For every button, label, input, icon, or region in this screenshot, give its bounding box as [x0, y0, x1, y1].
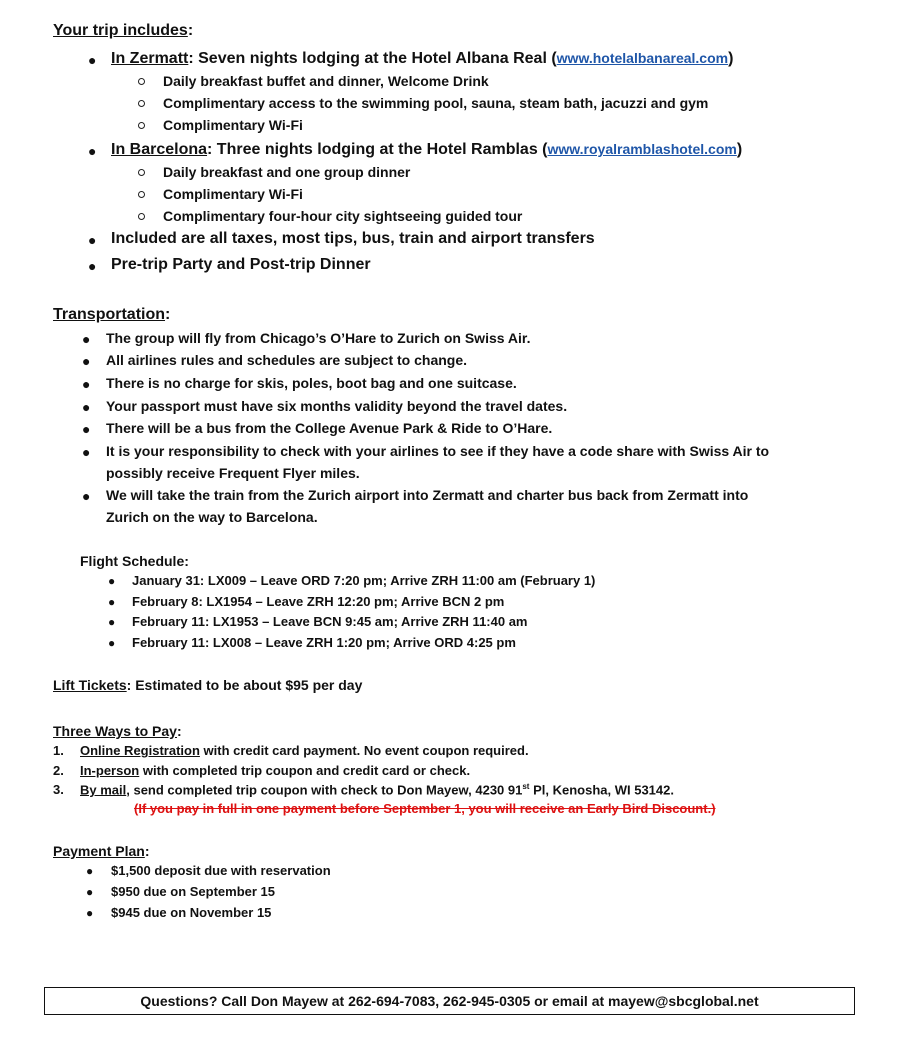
bullet-icon: ●: [86, 906, 94, 920]
transport-item: The group will fly from Chicago’s O’Hare to Zurich on Swiss Air.: [106, 330, 531, 346]
barcelona-lodging: In Barcelona: Three nights lodging at the Hotel Ramblas (www.royalramblashotel.com): [111, 141, 743, 158]
transport-item: We will take the train from the Zurich airport into Zermatt and charter bus back from Zermatt into: [106, 487, 749, 503]
transport-item: Your passport must have six months validity beyond the travel dates.: [106, 398, 568, 414]
transport-item: All airlines rules and schedules are subject to change.: [106, 352, 468, 368]
bullet-icon: ●: [82, 331, 91, 347]
taxes-included: Included are all taxes, most tips, bus, train and airport transfers: [111, 230, 595, 247]
hotel-albana-link[interactable]: www.hotelalbanareal.com: [556, 50, 729, 66]
pay-option-number: 2.: [53, 763, 64, 778]
bullet-icon: ●: [82, 421, 91, 437]
pay-option-mail: By mail, send completed trip coupon with check to Don Mayew, 4230 91st Pl, Kenosha, WI 53142.: [80, 782, 674, 798]
bullet-icon: ●: [108, 574, 116, 588]
bullet-icon: ●: [108, 636, 116, 650]
hotel-ramblas-link[interactable]: www.royalramblashotel.com: [547, 141, 737, 157]
bullet-icon: ●: [88, 143, 97, 159]
bullet-icon: ●: [88, 52, 97, 68]
transport-item-continued: Zurich on the way to Barcelona.: [106, 509, 318, 525]
bullet-icon: ●: [82, 444, 91, 460]
barcelona-sub-item: Complimentary Wi-Fi: [163, 186, 303, 202]
transport-item: There is no charge for skis, poles, boot bag and one suitcase.: [106, 375, 517, 391]
bullet-icon: ●: [82, 376, 91, 392]
transportation-heading: Transportation:: [53, 306, 171, 323]
payment-plan-heading: Payment Plan:: [53, 843, 150, 859]
circle-bullet-icon: [138, 122, 145, 129]
contact-info: Questions? Call Don Mayew at 262-694-7083, 262-945-0305 or email at mayew@sbcglobal.net: [140, 993, 759, 1009]
zermatt-lodging: In Zermatt: Seven nights lodging at the Hotel Albana Real (www.hotelalbanareal.com): [111, 50, 734, 67]
flight-item: February 11: LX1953 – Leave BCN 9:45 am; Arrive ZRH 11:40 am: [132, 614, 528, 629]
pay-option-in-person: In-person with completed trip coupon and credit card or check.: [80, 763, 471, 778]
party-dinner: Pre-trip Party and Post-trip Dinner: [111, 256, 371, 273]
flight-item: January 31: LX009 – Leave ORD 7:20 pm; Arrive ZRH 11:00 am (February 1): [132, 573, 596, 588]
flight-item: February 11: LX008 – Leave ZRH 1:20 pm; Arrive ORD 4:25 pm: [132, 635, 516, 650]
lift-tickets: Lift Tickets: Estimated to be about $95 per day: [53, 677, 363, 693]
bullet-icon: ●: [86, 885, 94, 899]
pay-option-number: 3.: [53, 782, 64, 797]
bullet-icon: ●: [108, 615, 116, 629]
circle-bullet-icon: [138, 191, 145, 198]
transport-item: There will be a bus from the College Avenue Park & Ride to O’Hare.: [106, 420, 553, 436]
trip-includes-heading: Your trip includes:: [53, 22, 194, 39]
bullet-icon: ●: [82, 353, 91, 369]
payment-plan-item: $950 due on September 15: [111, 884, 276, 899]
bullet-icon: ●: [88, 232, 97, 248]
payment-plan-item: $945 due on November 15: [111, 905, 272, 920]
zermatt-sub-item: Daily breakfast buffet and dinner, Welcome Drink: [163, 73, 489, 89]
bullet-icon: ●: [108, 595, 116, 609]
flight-item: February 8: LX1954 – Leave ZRH 12:20 pm; Arrive BCN 2 pm: [132, 594, 505, 609]
transport-item: It is your responsibility to check with your airlines to see if they have a code share with Swiss Air to: [106, 443, 770, 459]
zermatt-sub-item: Complimentary access to the swimming pool, sauna, steam bath, jacuzzi and gym: [163, 95, 709, 111]
pay-option-number: 1.: [53, 743, 64, 758]
flight-schedule-heading: Flight Schedule:: [80, 553, 189, 569]
early-bird-discount-struck: (If you pay in full in one payment before September 1, you will receive an Early Bird Discount.): [134, 801, 716, 816]
barcelona-sub-item: Complimentary four-hour city sightseeing guided tour: [163, 208, 523, 224]
transport-item-continued: possibly receive Frequent Flyer miles.: [106, 465, 360, 481]
zermatt-sub-item: Complimentary Wi-Fi: [163, 117, 303, 133]
circle-bullet-icon: [138, 100, 145, 107]
contact-box: [44, 987, 855, 1015]
bullet-icon: ●: [88, 258, 97, 274]
barcelona-sub-item: Daily breakfast and one group dinner: [163, 164, 411, 180]
bullet-icon: ●: [86, 864, 94, 878]
circle-bullet-icon: [138, 213, 145, 220]
ways-to-pay-heading: Three Ways to Pay:: [53, 723, 182, 739]
circle-bullet-icon: [138, 78, 145, 85]
bullet-icon: ●: [82, 488, 91, 504]
pay-option-online: Online Registration with credit card payment. No event coupon required.: [80, 743, 529, 758]
circle-bullet-icon: [138, 169, 145, 176]
payment-plan-item: $1,500 deposit due with reservation: [111, 863, 331, 878]
bullet-icon: ●: [82, 399, 91, 415]
